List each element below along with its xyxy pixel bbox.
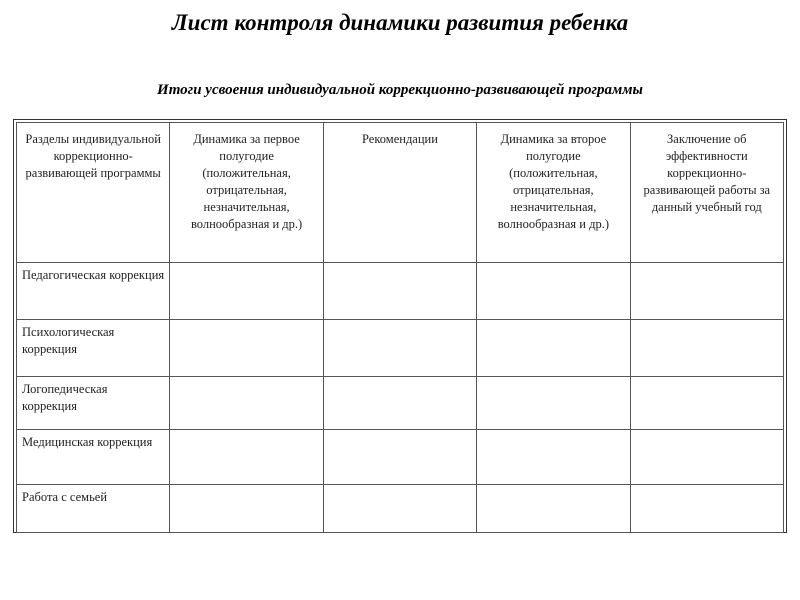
page-subtitle: Итоги усвоения индивидуальной коррекционно-развивающей программы [157, 82, 643, 98]
table-cell[interactable] [477, 263, 630, 320]
row-label-psychological: Психологическая коррекция [17, 320, 170, 377]
table-cell[interactable] [170, 430, 323, 485]
row-label-family-work: Работа с семьей [17, 485, 170, 533]
table-cell[interactable] [323, 485, 476, 533]
table-header-row [17, 123, 784, 263]
table-cell[interactable] [323, 430, 476, 485]
control-sheet-table-frame [13, 119, 787, 533]
table-cell[interactable] [170, 377, 323, 430]
page-title: Лист контроля динамики развития ребенка [171, 10, 629, 35]
table-cell[interactable] [630, 430, 783, 485]
table-row [17, 430, 784, 485]
table-cell[interactable] [630, 320, 783, 377]
table-cell[interactable] [477, 320, 630, 377]
table-cell[interactable] [630, 377, 783, 430]
row-label-pedagogical: Педагогическая коррекция [17, 263, 170, 320]
header-first-half-dynamics: Динамика за первое полугодие (положительная, отрицательная, незначительная, волнообразная и др.) [170, 123, 323, 263]
table-row [17, 263, 784, 320]
control-sheet-table [16, 122, 784, 533]
header-program-sections: Разделы индивидуальной коррекционно-развивающей программы [17, 123, 170, 263]
table-cell[interactable] [477, 430, 630, 485]
table-row [17, 377, 784, 430]
table-cell[interactable] [323, 263, 476, 320]
header-recommendations: Рекомендации [323, 123, 476, 263]
row-label-medical: Медицинская коррекция [17, 430, 170, 485]
table-cell[interactable] [323, 320, 476, 377]
table-cell[interactable] [323, 377, 476, 430]
table-cell[interactable] [170, 485, 323, 533]
table-row [17, 485, 784, 533]
table-row [17, 320, 784, 377]
table-cell[interactable] [477, 377, 630, 430]
row-label-speech-therapy: Логопедическая коррекция [17, 377, 170, 430]
table-cell[interactable] [477, 485, 630, 533]
header-conclusion: Заключение об эффективности коррекционно-развивающей работы за данный учебный год [630, 123, 783, 263]
table-cell[interactable] [170, 320, 323, 377]
table-cell[interactable] [170, 263, 323, 320]
table-cell[interactable] [630, 485, 783, 533]
table-cell[interactable] [630, 263, 783, 320]
header-second-half-dynamics: Динамика за второе полугодие (положительная, отрицательная, незначительная, волнообразная и др.) [477, 123, 630, 263]
